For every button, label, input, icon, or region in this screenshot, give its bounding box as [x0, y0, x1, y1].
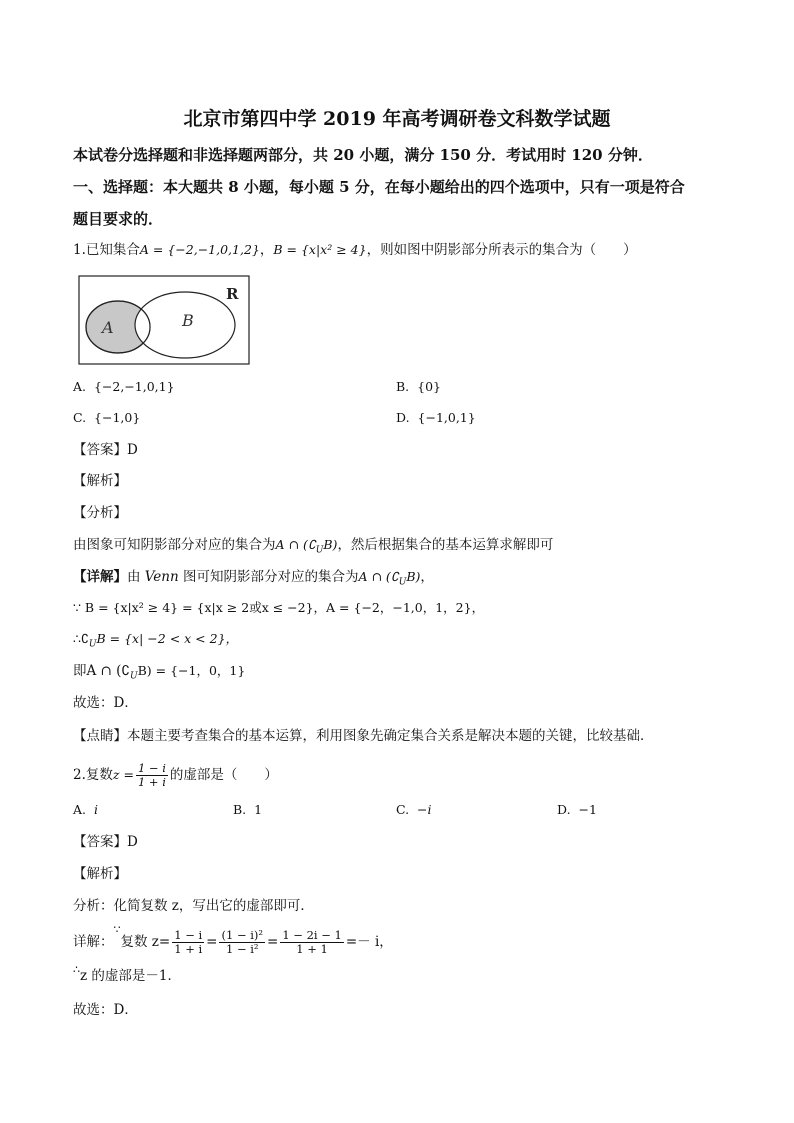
exam-intro: 本试卷分选择题和非选择题两部分，共 20 小题，满分 150 分．考试用时 120 分钟． [73, 146, 653, 164]
q2-option-d-letter: D. [557, 802, 571, 817]
section-heading-line1: 一、选择题：本大题共 8 小题，每小题 5 分，在每小题给出的四个选项中，只有一项是符合 [73, 178, 685, 196]
q2-option-d [557, 800, 597, 820]
q1-xiangjie-math-sub: U [398, 577, 407, 588]
q1-option-d [396, 408, 476, 428]
q2-fraction-denominator: 1 + i [137, 775, 166, 789]
q2-answer: 【答案】D [73, 834, 138, 850]
q1-option-b-letter: B. [396, 379, 410, 394]
q2-option-c-value: −i [417, 802, 432, 817]
q1-sep: ， [259, 242, 274, 258]
q2-choose: 故选：D． [73, 1002, 138, 1018]
q1-set-b: B = {x|x² ≥ 4} [273, 242, 367, 257]
q2-detail-frac-1-den: 1 + i [174, 942, 203, 956]
venn-label-r: R [226, 285, 239, 303]
q1-option-c [73, 408, 140, 428]
page-title: 北京市第四中学 2019 年高考调研卷文科数学试题 [183, 108, 611, 130]
q2-option-c-letter: C. [396, 802, 410, 817]
q2-fenxi-text: 分析：化简复数 z，写出它的虚部即可． [73, 898, 314, 914]
q1-xiangjie-text-3: ， [420, 569, 434, 585]
q2-detail-frac-3-den: 1 + 1 [296, 942, 328, 956]
q1-xiangjie-math: A ∩ (∁ [358, 569, 399, 584]
q1-answer: 【答案】D [73, 442, 138, 458]
q1-stem-suffix: ，则如图中阴影部分所表示的集合为（ ） [366, 242, 637, 258]
q1-stem-prefix: 1.已知集合 [73, 242, 140, 258]
q1-option-a-value: {−2,−1,0,1} [93, 379, 175, 394]
q1-option-b [396, 377, 441, 397]
q2-fraction-numerator: 1 − i [137, 761, 166, 775]
q1-option-a-letter: A. [73, 379, 87, 394]
q2-option-a-letter: A. [73, 802, 87, 817]
q2-conclusion-line [73, 963, 181, 986]
q2-stem-prefix: 2.复数 [73, 767, 113, 783]
q1-fenxi-math-end: B) [323, 537, 338, 552]
q2-detail-result: =－ i， [345, 934, 393, 950]
q2-option-a [73, 800, 98, 820]
q2-detail-text: 复数 z= [120, 934, 171, 950]
venn-label-a: A [102, 318, 114, 337]
q1-therefore-rest: B = {x| −2 < x < 2}， [96, 631, 239, 646]
q1-choose: 故选：D． [73, 695, 138, 711]
q2-detail-frac-2-den: 1 − i² [225, 942, 259, 956]
q2-detail-frac-2-num: (1 − i)² [221, 928, 264, 942]
q1-set-a: A = {−2,−1,0,1,2} [139, 242, 260, 257]
q1-jiexi-label: 【解析】 [73, 473, 127, 489]
q2-option-c [396, 800, 432, 820]
q1-result-line [73, 661, 245, 687]
q2-z-eq: z = [112, 767, 134, 782]
q2-detail-label: 详解： [73, 934, 114, 950]
q1-fenxi-label: 【分析】 [73, 505, 127, 521]
venn-label-b: B [182, 311, 194, 330]
q1-fenxi-text-2: ，然后根据集合的基本运算求解即可 [337, 537, 554, 553]
q1-option-c-letter: C. [73, 410, 87, 425]
q2-detail-frac-1 [172, 929, 204, 956]
q2-detail-frac-3-num: 1 − 2i − 1 [282, 928, 342, 942]
q1-therefore-sub: U [88, 639, 97, 650]
q2-jiexi-label: 【解析】 [73, 866, 127, 882]
q2-option-b-value: 1 [254, 802, 263, 817]
venn-diagram [78, 275, 250, 365]
q2-detail-line [73, 923, 393, 958]
section-heading-line2: 题目要求的． [73, 210, 164, 228]
q1-dianjing: 【点睛】本题主要考查集合的基本运算，利用图象先确定集合关系是解决本题的关键，比较基础． [73, 728, 654, 744]
q1-therefore-symbol: ∴∁ [73, 631, 89, 646]
question-1-stem [73, 240, 637, 260]
q2-detail-frac-2 [219, 929, 265, 956]
q1-result-rest: B) = {−1，0，1} [137, 663, 246, 678]
q1-xiangjie-text-2: 图可知阴影部分对应的集合为 [178, 569, 359, 585]
q2-option-b-letter: B. [233, 802, 247, 817]
q1-fenxi-math: A ∩ (∁ [275, 537, 316, 552]
q1-option-c-value: {−1,0} [94, 410, 141, 425]
q1-result-sub: U [130, 671, 138, 682]
q1-xiangjie-venn: Venn [144, 569, 179, 585]
q1-xiangjie-label: 【详解】 [73, 569, 127, 585]
q2-detail-eq-1: = [206, 934, 218, 950]
q1-option-d-letter: D. [396, 410, 410, 425]
q1-option-b-value: {0} [417, 379, 441, 394]
q1-therefore-line [73, 629, 238, 655]
q2-stem-suffix: 的虚部是（ ） [169, 767, 278, 783]
q1-xiangjie-math-end: B) [406, 569, 421, 584]
q2-option-b [233, 800, 262, 820]
q2-detail-frac-1-num: 1 − i [174, 928, 203, 942]
q2-therefore-symbol: ∴ [73, 963, 80, 976]
q1-result-prefix: 即A ∩ (∁ [73, 663, 130, 679]
q1-fenxi-text [73, 535, 553, 561]
q1-option-a [73, 377, 175, 397]
q2-option-d-value: −1 [578, 802, 597, 817]
q1-because-line: ∵ B = {x|x² ≥ 4} = {x|x ≥ 2或x ≤ −2}，A = {−2，−1,0，1，2}， [73, 600, 485, 615]
q1-fenxi-text-1: 由图象可知阴影部分对应的集合为 [73, 537, 276, 553]
q2-fraction [136, 762, 168, 789]
q1-xiangjie [73, 567, 434, 593]
q2-detail-eq-2: = [267, 934, 279, 950]
q2-option-a-value: i [93, 802, 98, 817]
q1-xiangjie-text-1: 由 [127, 569, 145, 585]
q1-fenxi-math-sub: U [315, 545, 324, 556]
q2-conclusion: z 的虚部是－1． [80, 968, 181, 984]
question-2-stem [73, 760, 278, 790]
q1-option-d-value: {−1,0,1} [417, 410, 476, 425]
q2-detail-frac-3 [280, 929, 344, 956]
q2-because-symbol: ∵ [113, 923, 121, 936]
